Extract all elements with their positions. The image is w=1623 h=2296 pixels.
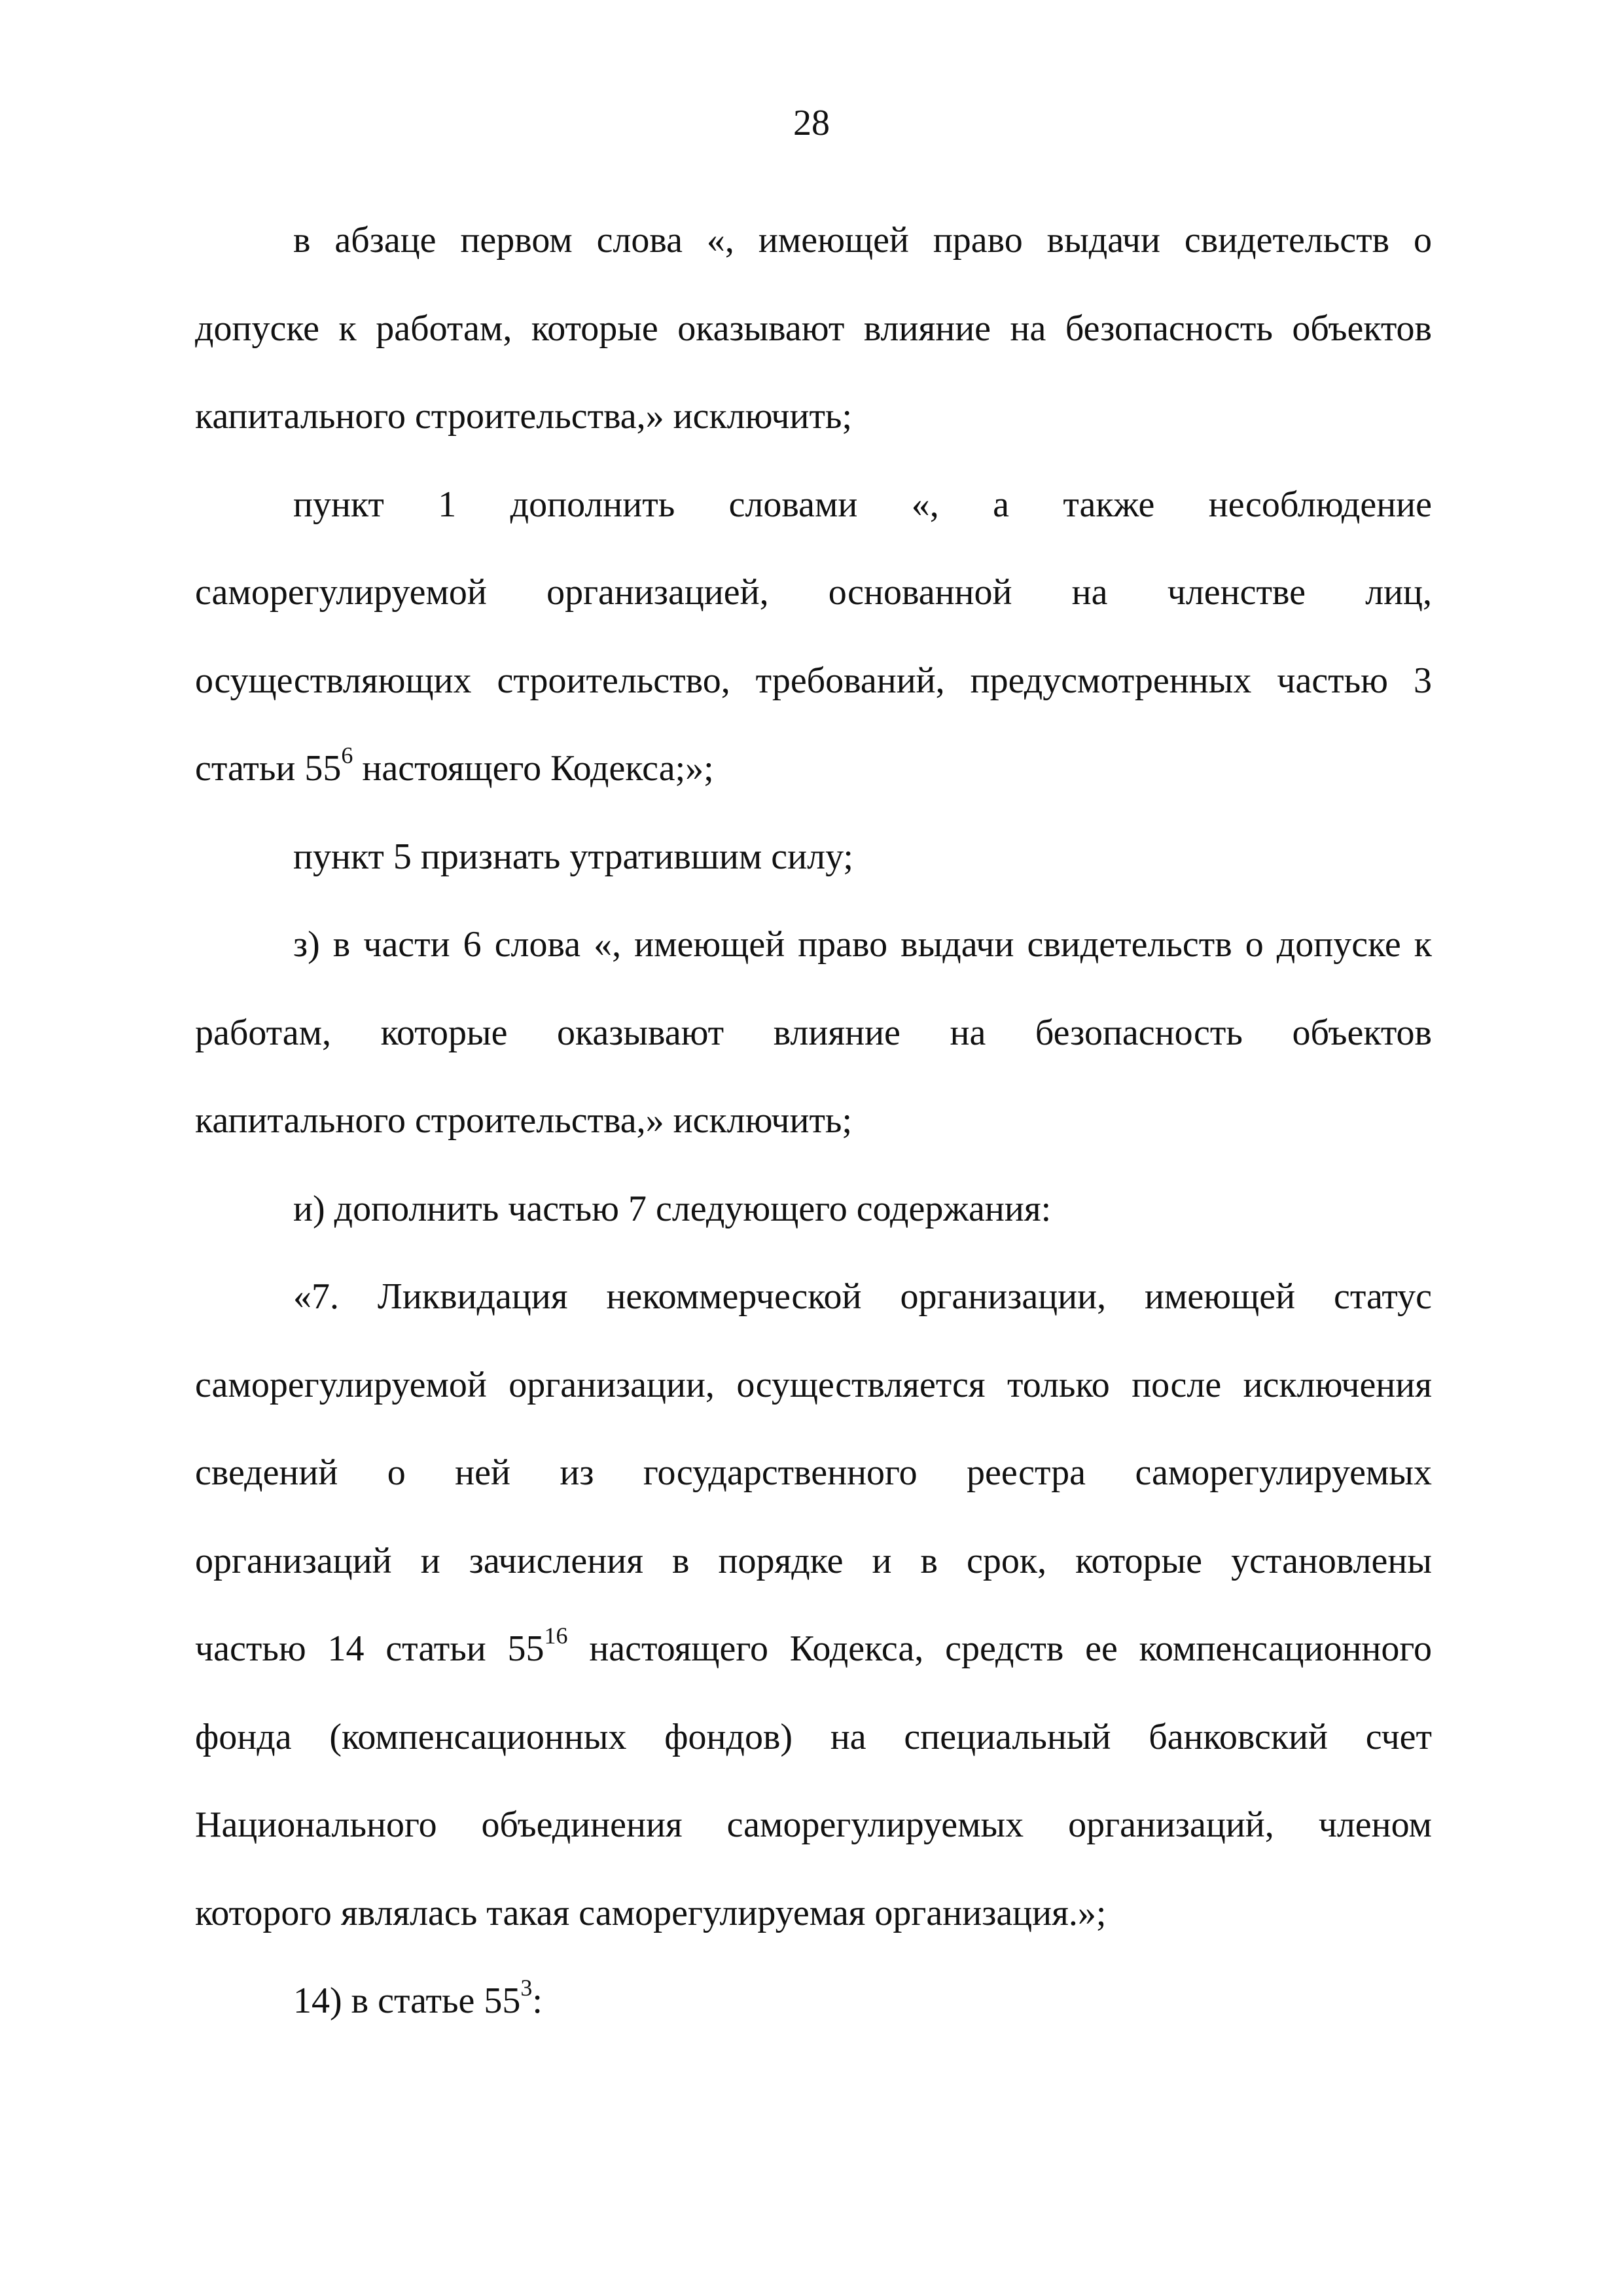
text-line: осуществляющих строительство, требований, предусмотренных частью 3 [195,660,1432,701]
text-line: капитального строительства,» исключить; [195,1100,853,1141]
superscript: 3 [520,1975,533,2001]
text-line: организаций и зачисления в порядке и в срок, которые установлены [195,1540,1432,1581]
text-fragment: 14) в статье 55 [293,1981,521,2021]
text-line [195,725,1432,813]
document-body [195,196,1432,2045]
text-line: и) дополнить частью 7 следующего содержания: [293,1188,1052,1229]
text-line: пункт 1 дополнить словами «, а также несоблюдение [293,484,1432,525]
text-line: саморегулируемой организацией, основанной на членстве лиц, [195,572,1432,613]
text-line: саморегулируемой организации, осуществляется только после исключения [195,1364,1432,1405]
text-line: допуске к работам, которые оказывают влияние на безопасность объектов [195,308,1432,349]
superscript: 16 [544,1623,568,1649]
superscript: 6 [341,742,353,769]
paragraph [195,1253,1432,1957]
text-line [195,1957,1432,2045]
text-fragment: настоящего Кодекса;»; [353,748,714,789]
text-line: сведений о ней из государственного реестра саморегулируемых [195,1452,1432,1493]
text-fragment: настоящего Кодекса, средств ее компенсационного [567,1628,1433,1669]
paragraph [195,461,1432,813]
text-line: работам, которые оказывают влияние на безопасность объектов [195,1012,1432,1053]
paragraph [195,1165,1432,1253]
text-line [195,1605,1432,1693]
paragraph [195,813,1432,901]
text-fragment: : [532,1981,543,2021]
paragraph [195,196,1432,461]
text-line: в абзаце первом слова «, имеющей право выдачи свидетельств о [293,220,1432,260]
text-line: пункт 5 признать утратившим силу; [293,836,853,877]
text-line: фонда (компенсационных фондов) на специальный банковский счет [195,1716,1432,1757]
paragraph [195,1957,1432,2045]
text-line: которого являлась такая саморегулируемая организация.»; [195,1892,1107,1933]
paragraph [195,901,1432,1165]
page-number: 28 [793,103,830,143]
text-fragment: статьи 55 [195,748,342,789]
text-line: з) в части 6 слова «, имеющей право выдачи свидетельств о допуске к [293,924,1432,965]
text-line: капитального строительства,» исключить; [195,396,853,437]
text-line: Национального объединения саморегулируемых организаций, членом [195,1804,1432,1845]
text-line: «7. Ликвидация некоммерческой организации, имеющей статус [293,1276,1432,1317]
text-fragment: частью 14 статьи 55 [195,1628,544,1669]
